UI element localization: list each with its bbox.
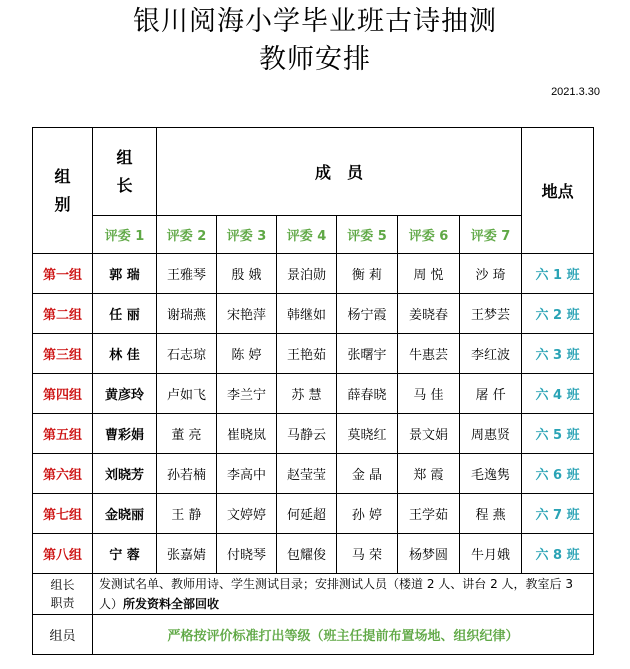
member-cell: 牛月娥 (460, 534, 522, 574)
judge-header-5: 评委 5 (337, 216, 398, 254)
group-name: 第七组 (33, 494, 93, 534)
member-cell: 莫晓红 (337, 414, 398, 454)
duty-label-line-2: 职责 (50, 596, 75, 610)
table-row (33, 374, 594, 414)
member-cell: 文婷婷 (217, 494, 277, 534)
member-cell: 郑 霞 (398, 454, 460, 494)
table-row (33, 294, 594, 334)
member-cell: 董 亮 (157, 414, 217, 454)
duty-description: 发测试名单、教师用诗、学生测试目录；安排测试人员（楼道 2 人、讲台 2 人，教室后 3 人） (99, 577, 573, 611)
group-name: 第三组 (33, 334, 93, 374)
group-name: 第六组 (33, 454, 93, 494)
member-cell: 杨宁霞 (337, 294, 398, 334)
group-leader: 刘晓芳 (93, 454, 157, 494)
judge-header-7: 评委 7 (460, 216, 522, 254)
member-cell: 马 荣 (337, 534, 398, 574)
group-leader: 郭 瑞 (93, 254, 157, 294)
member-cell: 崔晓岚 (217, 414, 277, 454)
location-cell: 六 1 班 (522, 254, 594, 294)
table-row (33, 534, 594, 574)
group-leader: 金晓丽 (93, 494, 157, 534)
location-cell: 六 5 班 (522, 414, 594, 454)
location-cell: 六 6 班 (522, 454, 594, 494)
location-cell: 六 7 班 (522, 494, 594, 534)
header-leader-char-1: 组 (116, 147, 133, 167)
location-cell: 六 8 班 (522, 534, 594, 574)
group-leader: 任 丽 (93, 294, 157, 334)
header-leader (93, 128, 157, 216)
member-cell: 衡 莉 (337, 254, 398, 294)
judge-header-4: 评委 4 (277, 216, 337, 254)
group-name: 第八组 (33, 534, 93, 574)
group-leader: 宁 蓉 (93, 534, 157, 574)
member-cell: 孙 婷 (337, 494, 398, 534)
member-cell: 杨梦圆 (398, 534, 460, 574)
member-cell: 宋艳萍 (217, 294, 277, 334)
location-cell: 六 3 班 (522, 334, 594, 374)
member-cell: 包耀俊 (277, 534, 337, 574)
member-cell: 姜晓春 (398, 294, 460, 334)
member-cell: 牛惠芸 (398, 334, 460, 374)
duty-bold-note: 所发资料全部回收 (123, 597, 220, 611)
member-cell: 卢如飞 (157, 374, 217, 414)
judge-header-3: 评委 3 (217, 216, 277, 254)
member-cell: 张曙宇 (337, 334, 398, 374)
group-leader: 曹彩娟 (93, 414, 157, 454)
member-note-label: 组员 (33, 615, 93, 655)
member-cell: 周惠贤 (460, 414, 522, 454)
duty-text (93, 574, 594, 615)
member-cell: 张嘉婧 (157, 534, 217, 574)
member-cell: 毛逸隽 (460, 454, 522, 494)
member-cell: 赵莹莹 (277, 454, 337, 494)
member-cell: 石志琼 (157, 334, 217, 374)
member-cell: 金 晶 (337, 454, 398, 494)
page-title: 银川阅海小学毕业班古诗抽测 (133, 6, 497, 37)
group-leader: 林 佳 (93, 334, 157, 374)
judge-header-6: 评委 6 (398, 216, 460, 254)
group-name: 第四组 (33, 374, 93, 414)
member-cell: 王雅琴 (157, 254, 217, 294)
member-cell: 程 燕 (460, 494, 522, 534)
duty-row (33, 574, 594, 615)
location-cell: 六 2 班 (522, 294, 594, 334)
duty-label-line-1: 组长 (50, 578, 75, 592)
member-cell: 李红波 (460, 334, 522, 374)
member-cell: 马静云 (277, 414, 337, 454)
judge-header-2: 评委 2 (157, 216, 217, 254)
group-leader: 黄彦玲 (93, 374, 157, 414)
member-cell: 李兰宁 (217, 374, 277, 414)
member-cell: 孙若楠 (157, 454, 217, 494)
table-row (33, 334, 594, 374)
schedule-table (32, 127, 594, 655)
table-row (33, 454, 594, 494)
group-name: 第五组 (33, 414, 93, 454)
member-cell: 苏 慧 (277, 374, 337, 414)
header-members: 成 员 (157, 128, 522, 216)
member-cell: 王梦芸 (460, 294, 522, 334)
member-cell: 薛春晓 (337, 374, 398, 414)
header-location: 地点 (522, 128, 594, 254)
table-row (33, 254, 594, 294)
member-note-row (33, 615, 594, 655)
member-cell: 马 佳 (398, 374, 460, 414)
member-cell: 殷 娥 (217, 254, 277, 294)
member-cell: 付晓琴 (217, 534, 277, 574)
member-cell: 屠 仟 (460, 374, 522, 414)
group-name: 第二组 (33, 294, 93, 334)
table-row (33, 414, 594, 454)
table-row (33, 494, 594, 534)
member-cell: 韩继如 (277, 294, 337, 334)
member-cell: 周 悦 (398, 254, 460, 294)
member-cell: 何延超 (277, 494, 337, 534)
member-cell: 谢瑞燕 (157, 294, 217, 334)
header-group (33, 128, 93, 254)
page-subtitle: 教师安排 (259, 44, 371, 75)
member-cell: 陈 婷 (217, 334, 277, 374)
member-cell: 景泊勋 (277, 254, 337, 294)
header-group-char-2: 别 (54, 194, 71, 214)
header-group-char-1: 组 (54, 166, 71, 186)
member-cell: 王艳茹 (277, 334, 337, 374)
duty-label (33, 574, 93, 615)
member-note-text: 严格按评价标准打出等级（班主任提前布置场地、组织纪律） (93, 615, 594, 655)
member-cell: 沙 琦 (460, 254, 522, 294)
member-cell: 景文娟 (398, 414, 460, 454)
header-leader-char-2: 长 (116, 175, 133, 195)
member-cell: 王学茹 (398, 494, 460, 534)
group-name: 第一组 (33, 254, 93, 294)
location-cell: 六 4 班 (522, 374, 594, 414)
member-cell: 王 静 (157, 494, 217, 534)
member-cell: 李高中 (217, 454, 277, 494)
judge-header-1: 评委 1 (93, 216, 157, 254)
date-label: 2021.3.30 (551, 86, 600, 98)
